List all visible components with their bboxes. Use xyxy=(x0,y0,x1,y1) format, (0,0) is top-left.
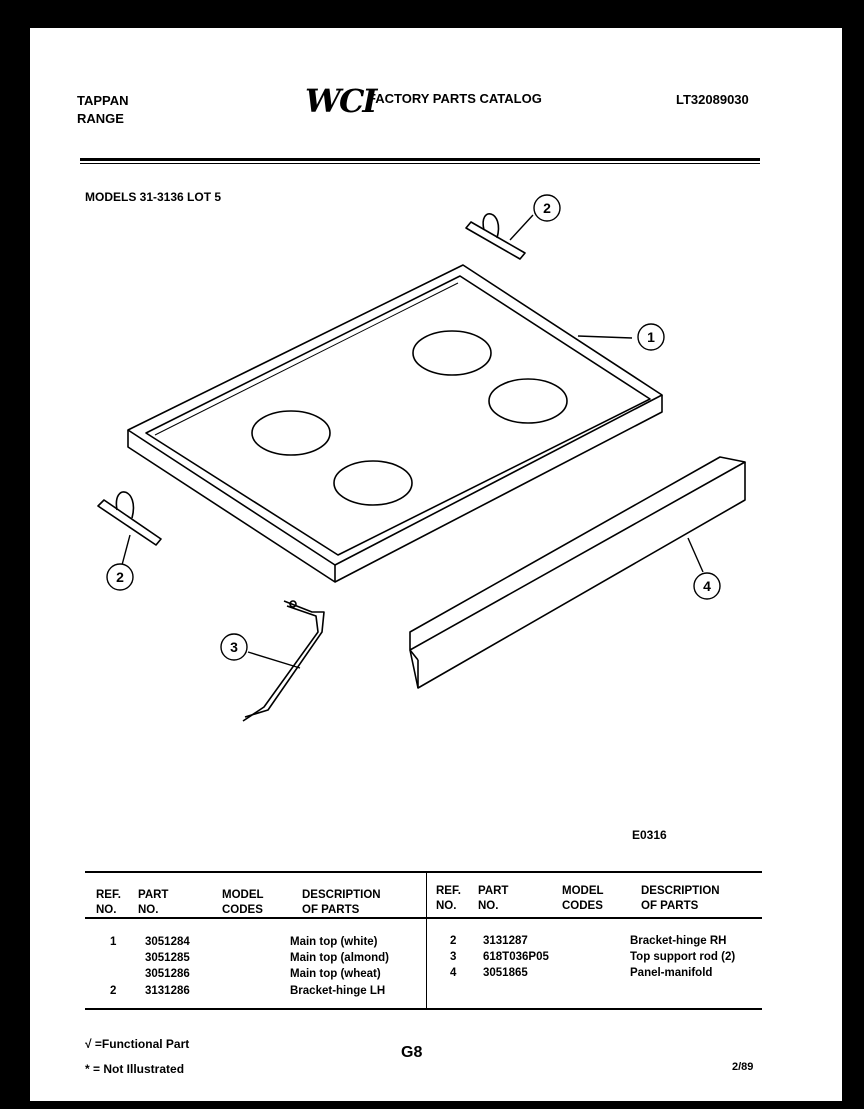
catalog-title: FACTORY PARTS CATALOG xyxy=(368,91,542,106)
part-number: 3051865 xyxy=(483,967,528,979)
bracket-hinge-rh-drawing xyxy=(466,214,525,259)
callout-label-4: 4 xyxy=(703,578,711,594)
top-support-rod-drawing xyxy=(243,601,324,721)
part-description: Main top (almond) xyxy=(290,952,390,964)
models-line: MODELS 31-3136 LOT 5 xyxy=(85,190,222,204)
part-description: Bracket-hinge RH xyxy=(630,935,727,947)
part-number: 3051284 xyxy=(145,936,190,948)
callout-label-2-left: 2 xyxy=(116,569,124,585)
callout-label-3: 3 xyxy=(230,639,238,655)
wci-logo: WCI xyxy=(305,82,376,120)
page-number: G8 xyxy=(401,1044,423,1061)
table-header-rule xyxy=(85,917,762,919)
header-part-left: PART NO. xyxy=(138,889,169,916)
header-desc-left: DESCRIPTION OF PARTS xyxy=(302,889,381,916)
part-number: 3051286 xyxy=(145,968,190,980)
part-number: 3131287 xyxy=(483,935,528,947)
part-number: 3131286 xyxy=(145,985,190,997)
part-description: Bracket-hinge LH xyxy=(290,985,386,997)
catalog-page xyxy=(30,28,842,1101)
ref-number: 2 xyxy=(450,935,457,947)
table-bottom-rule xyxy=(85,1008,762,1010)
ref-number: 4 xyxy=(450,967,457,979)
brand-name: TAPPAN xyxy=(77,93,129,108)
callout-label-2-top: 2 xyxy=(543,200,551,216)
functional-part-note: √ =Functional Part xyxy=(85,1037,190,1051)
diagram-code: E0316 xyxy=(632,828,667,842)
header-part-right: PART NO. xyxy=(478,885,509,912)
callout-label-1: 1 xyxy=(647,329,655,345)
callout-2-top xyxy=(510,195,560,240)
panel-manifold-drawing xyxy=(410,457,745,688)
header-ref-right: REF. NO. xyxy=(436,885,461,912)
part-description: Main top (white) xyxy=(290,936,378,948)
catalog-date: 2/89 xyxy=(732,1061,754,1073)
header-ref-left: REF. NO. xyxy=(96,889,121,916)
header-desc-right: DESCRIPTION OF PARTS xyxy=(641,885,720,912)
table-row: 1 xyxy=(110,936,117,948)
part-description: Top support rod (2) xyxy=(630,951,736,963)
not-illustrated-note: * = Not Illustrated xyxy=(85,1062,185,1076)
product-type: RANGE xyxy=(77,111,124,126)
header-model-right: MODEL CODES xyxy=(562,885,604,912)
ref-number: 3 xyxy=(450,951,457,963)
part-description: Panel-manifold xyxy=(630,967,713,979)
part-description: Main top (wheat) xyxy=(290,968,381,980)
part-number: 3051285 xyxy=(145,952,190,964)
part-number: 618T036P05 xyxy=(483,951,549,963)
table-divider xyxy=(426,872,427,1009)
table-row: 2 xyxy=(110,985,117,997)
header-model-left: MODEL CODES xyxy=(222,889,264,916)
table-top-rule xyxy=(85,871,762,873)
catalog-number: LT32089030 xyxy=(676,92,749,107)
